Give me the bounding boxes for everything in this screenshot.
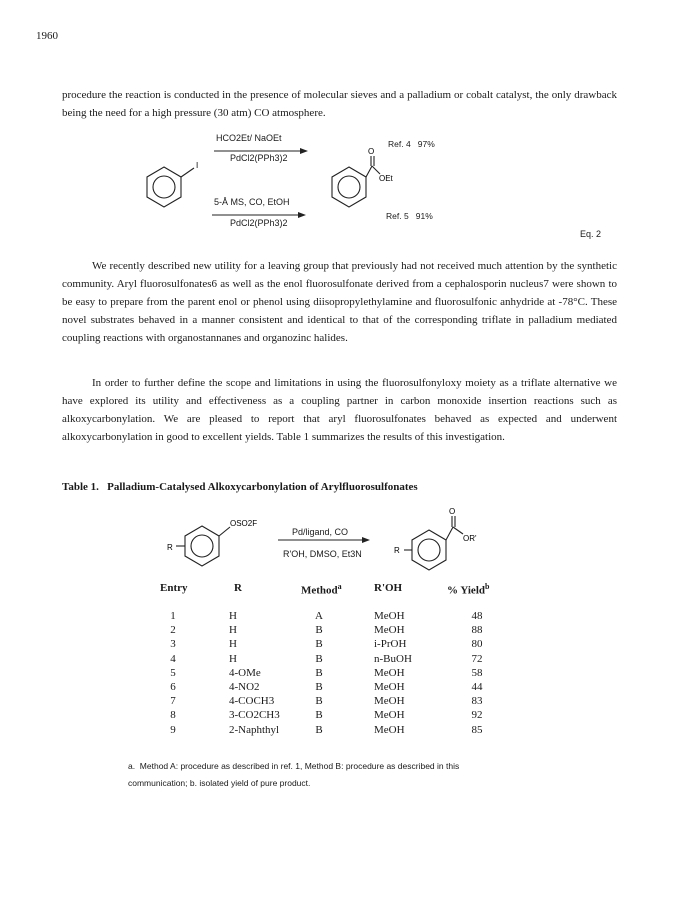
table-cell-roh: MeOH xyxy=(374,624,405,637)
table-cell-roh: MeOH xyxy=(374,680,405,693)
table-cell-method: A xyxy=(315,610,323,622)
table-cell-entry: 9 xyxy=(170,723,176,736)
table-cell-entry: 1 xyxy=(170,610,176,622)
table-cell-method: B xyxy=(315,652,323,665)
footnote-line-2: communication; b. isolated yield of pure product. xyxy=(128,778,311,788)
table-cell-r: 4-NO2 xyxy=(229,680,260,693)
eq-label: Eq. 2 xyxy=(580,229,602,239)
table-cell-entry: 8 xyxy=(170,709,176,722)
aryl-fluorosulfonate-structure xyxy=(176,526,230,566)
table-cell-method: B xyxy=(315,680,323,693)
oso2f-label xyxy=(230,519,257,528)
table-cell-roh: n-BuOH xyxy=(374,652,412,665)
ethyl-benzoate-structure xyxy=(332,156,380,207)
table-cell-yield: 44 xyxy=(471,680,483,693)
header-roh: R'OH xyxy=(374,582,403,594)
entry-column xyxy=(160,609,186,737)
table-cell-r: 4-OMe xyxy=(229,666,261,679)
header-yield-text: % Yield xyxy=(447,584,485,597)
table-footnote xyxy=(128,758,558,792)
intro-paragraph xyxy=(62,86,617,122)
table-cell-yield: 85 xyxy=(471,723,483,736)
header-r: R xyxy=(234,582,242,594)
top-reagent: HCO2Et/ NaOEt xyxy=(216,133,282,143)
table-cell-yield: 48 xyxy=(471,610,483,622)
table-cell-method: B xyxy=(315,638,323,651)
bottom-arrowhead xyxy=(298,212,306,218)
table-cell-entry: 3 xyxy=(170,638,176,651)
table-cell-entry: 6 xyxy=(170,680,176,693)
table-cell-roh: MeOH xyxy=(374,610,405,622)
table-cell-yield: 83 xyxy=(471,695,483,708)
table-reaction-scheme xyxy=(0,505,679,575)
ref-bottom-label: Ref. 5 91% xyxy=(386,211,433,221)
table-cell-roh: MeOH xyxy=(374,695,405,708)
table-cell-yield: 88 xyxy=(471,624,483,637)
table-title: Table 1. Palladium-Catalysed Alkoxycarbonylation of Arylfluorosulfonates xyxy=(62,481,418,493)
iodo-label: I xyxy=(196,161,199,170)
header-yield xyxy=(447,582,489,597)
table-cell-entry: 7 xyxy=(170,695,176,708)
r-substituent-left: R xyxy=(167,543,173,552)
table-cell-roh: MeOH xyxy=(374,723,405,736)
yield-column xyxy=(464,609,490,737)
table-cell-r: 3-CO2CH3 xyxy=(229,709,280,722)
iodobenzene-structure xyxy=(147,167,194,207)
header-method-sup: a xyxy=(337,582,342,591)
roh-column xyxy=(374,609,444,737)
table-reagent-bottom: R'OH, DMSO, Et3N xyxy=(283,549,362,559)
table-cell-r: H xyxy=(229,638,237,651)
method-column xyxy=(306,609,332,737)
header-yield-sup: b xyxy=(485,582,490,591)
bottom-catalyst: PdCl2(PPh3)2 xyxy=(230,218,288,228)
footnote-line-1: a. Method A: procedure as described in ref. 1, Method B: procedure as described in this xyxy=(128,761,460,771)
table-cell-r: H xyxy=(229,624,237,637)
header-method xyxy=(301,582,342,597)
body-paragraph-3-text: In order to further define the scope and limitations in using the fluorosulfonyloxy moiety as a triflate alternative we have explored its utility and effectiveness as a coupling partner in carbon monoxide insertion reactions such as alkoxycarbonylation. We are pleased to report that aryl fluorosulfonates behaved as expected and underwent alkoxycarbonylation in good to excellent yields. Table 1 summarizes the results of this investigation. xyxy=(62,377,617,443)
body-paragraph-2 xyxy=(62,257,617,347)
carbonyl-o-label: O xyxy=(368,147,375,156)
reaction-scheme-eq2 xyxy=(0,120,679,250)
table-cell-yield: 92 xyxy=(471,709,483,722)
table-cell-roh: MeOH xyxy=(374,666,405,679)
table-cell-method: B xyxy=(315,695,323,708)
header-method-text: Method xyxy=(301,584,338,597)
table-cell-method: B xyxy=(315,666,323,679)
table-cell-method: B xyxy=(315,624,323,637)
table-cell-r: H xyxy=(229,610,237,622)
table-cell-r: 2-Naphthyl xyxy=(229,723,280,736)
table-cell-yield: 72 xyxy=(471,652,483,665)
r-column xyxy=(229,609,309,737)
table-cell-yield: 80 xyxy=(471,638,483,651)
intro-paragraph-text: procedure the reaction is conducted in the presence of molecular sieves and a palladium or cobalt catalyst, the only drawback being the need for a high pressure (30 atm) CO atmosphere. xyxy=(62,89,617,119)
table-cell-roh: MeOH xyxy=(374,709,405,722)
body-paragraph-2-text: We recently described new utility for a leaving group that previously had not received much attention by the synthetic community. Aryl fluorosulfonates6 as well as the enol fluorosulfonate derived from a cephalosporin nucleus7 were shown to be easy to prepare from the parent enol or phenol using diisopropylethylamine and fluorosulfonic anhydride at -78°C. These novel substrates behaved in a manner consistent and identical to that of the corresponding triflate in palladium mediated coupling reactions with organostannanes and organozinc halides. xyxy=(62,260,617,344)
r-substituent-right: R xyxy=(394,546,400,555)
table-cell-entry: 4 xyxy=(170,652,176,665)
table-cell-method: B xyxy=(315,709,323,722)
product-o-label: O xyxy=(449,507,456,516)
oet-label: OEt xyxy=(379,174,393,183)
table-cell-roh: i-PrOH xyxy=(374,638,407,651)
bottom-reagent: 5-Å MS, CO, EtOH xyxy=(214,197,290,207)
table-cell-yield: 58 xyxy=(471,666,483,679)
table-arrowhead xyxy=(362,537,370,543)
table-cell-r: 4-COCH3 xyxy=(229,695,275,708)
header-entry: Entry xyxy=(160,582,188,594)
page-number: 1960 xyxy=(36,30,58,42)
oso2f-text: OSO2F xyxy=(230,519,258,528)
product-or-label: OR' xyxy=(463,534,477,543)
table-cell-entry: 2 xyxy=(170,624,176,637)
ref-top-label: Ref. 4 97% xyxy=(388,139,435,149)
top-catalyst: PdCl2(PPh3)2 xyxy=(230,153,288,163)
table-cell-r: H xyxy=(229,652,237,665)
body-paragraph-3 xyxy=(62,374,617,446)
table-cell-entry: 5 xyxy=(170,666,176,679)
table-cell-method: B xyxy=(315,723,323,736)
top-arrowhead xyxy=(300,148,308,154)
table-reagent-top: Pd/ligand, CO xyxy=(292,527,349,537)
aryl-ester-structure xyxy=(404,516,463,570)
